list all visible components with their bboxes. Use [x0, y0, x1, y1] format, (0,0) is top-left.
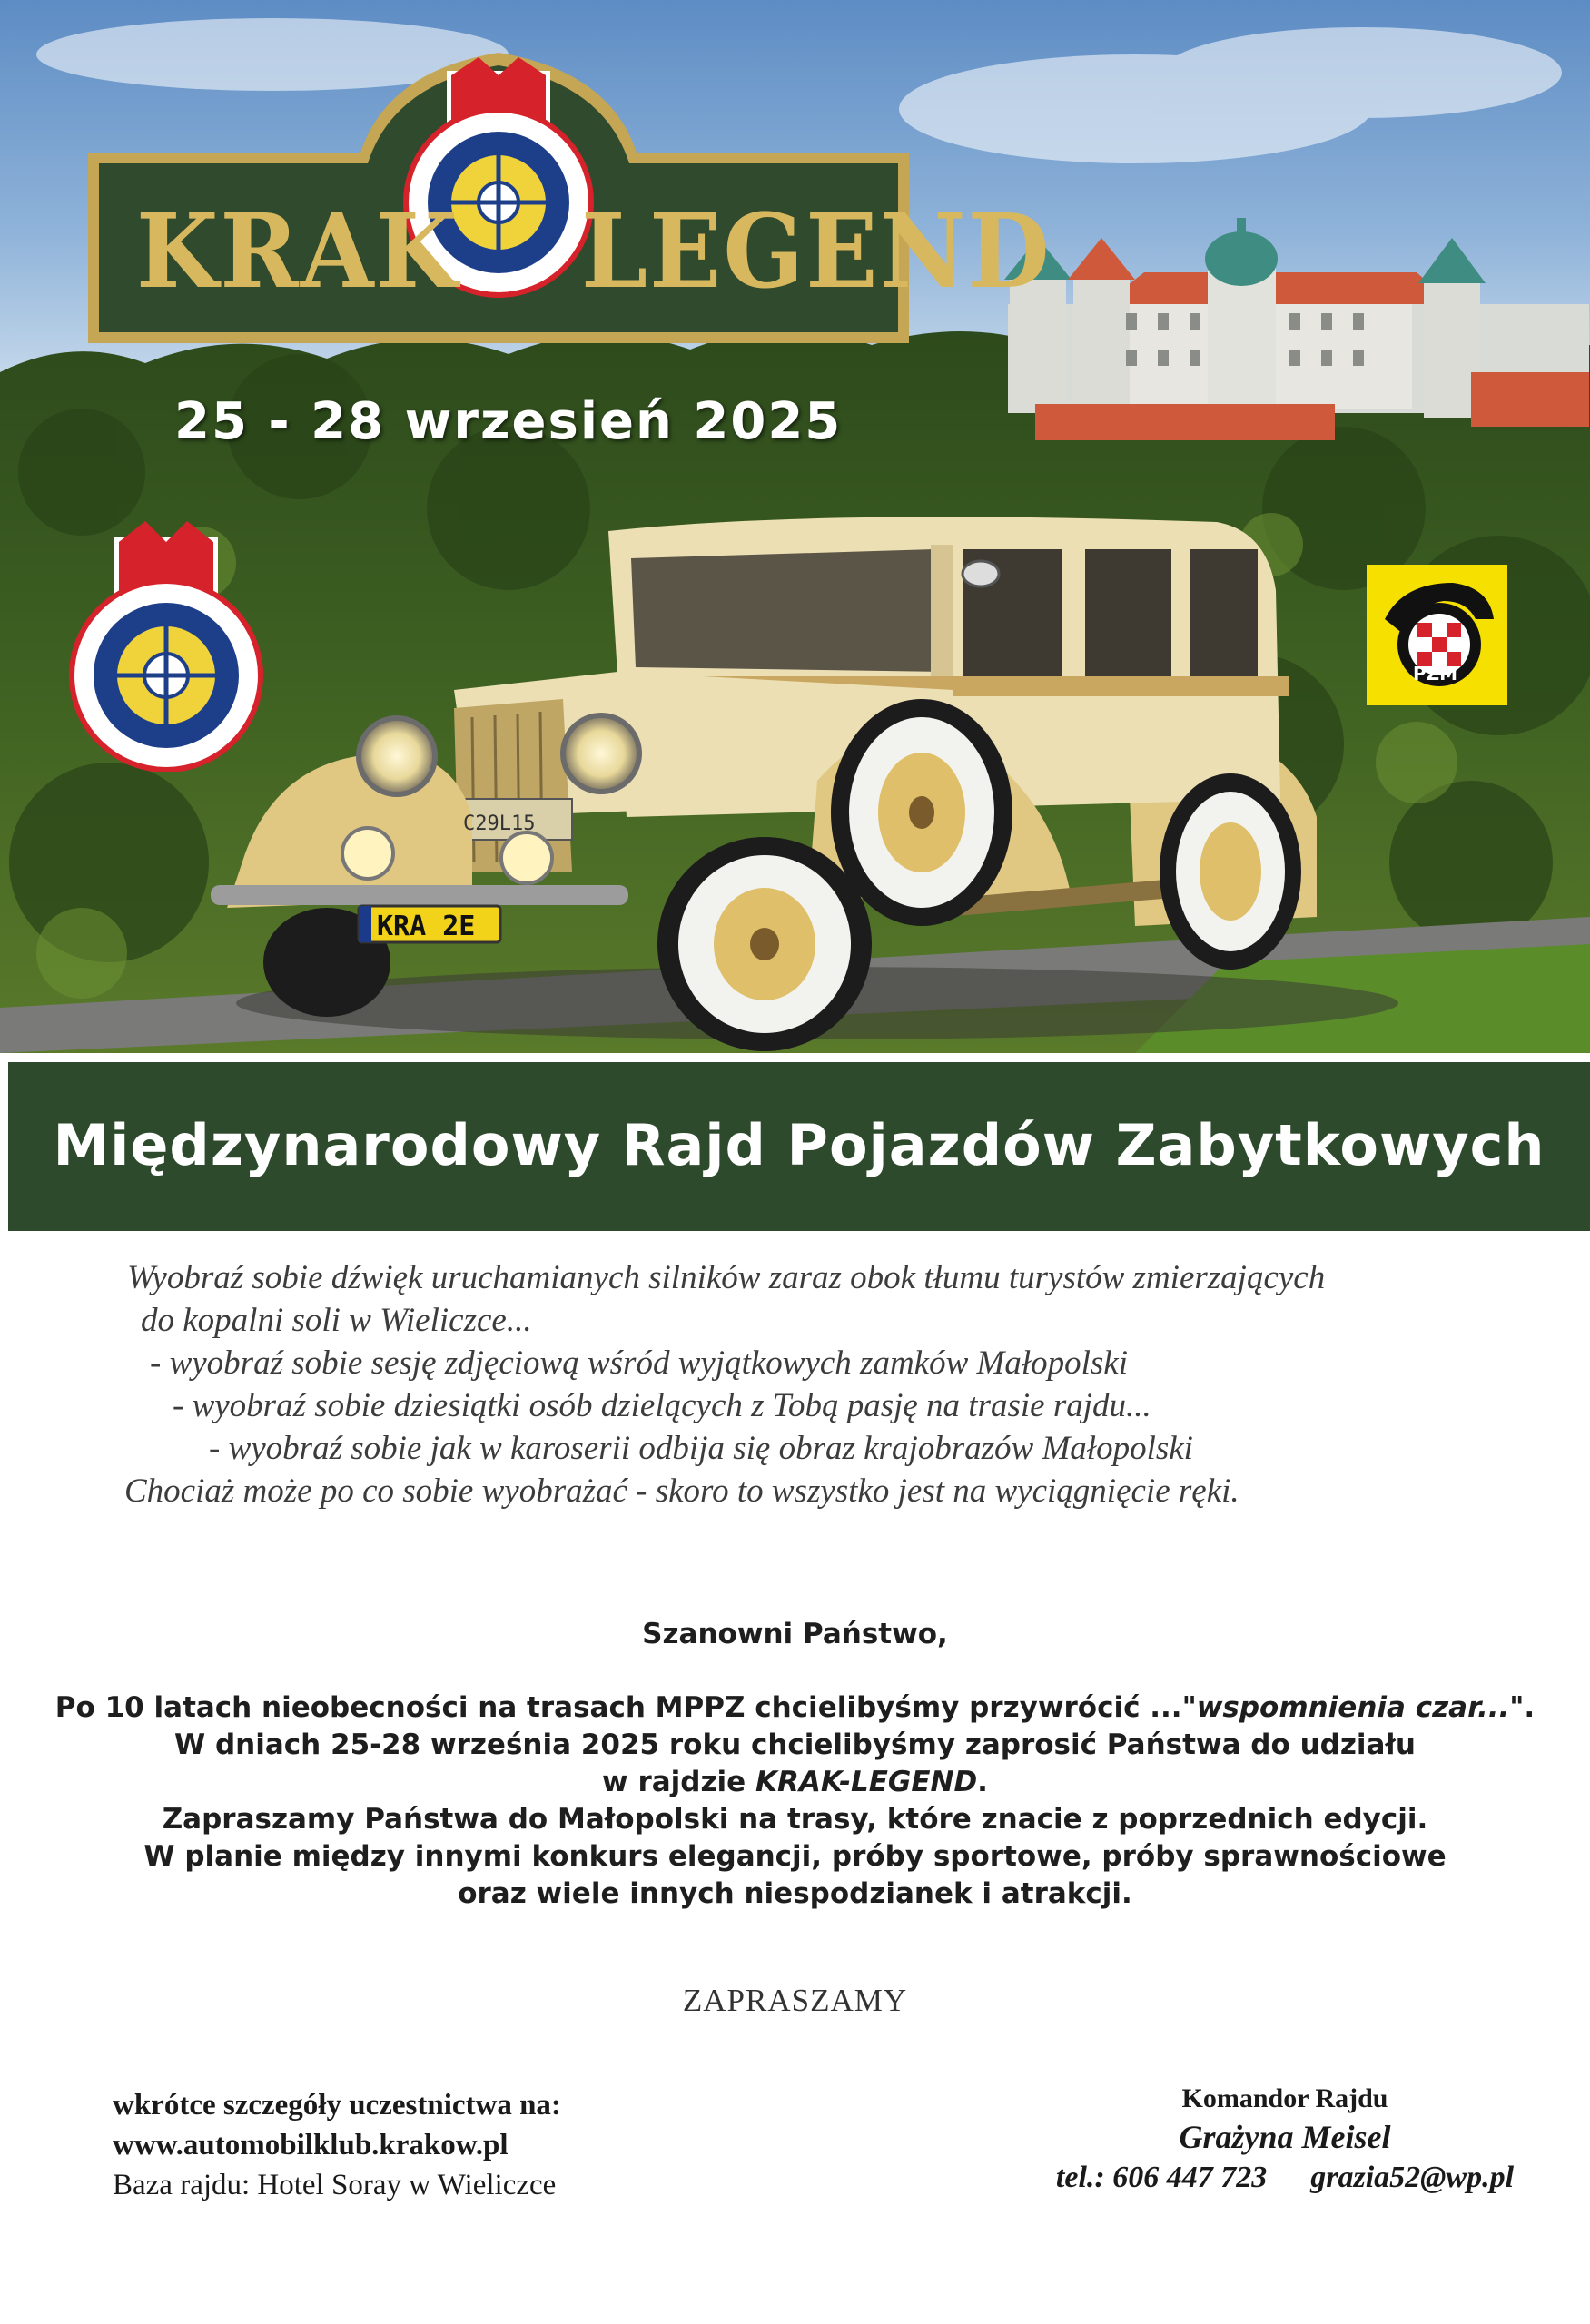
- commander-role: Komandor Rajdu: [1181, 2083, 1388, 2113]
- invite-line-1-a: Po 10 latach nieobecności na trasach MPPZ chcielibyśmy przywrócić ...": [54, 1691, 1197, 1724]
- invite-line-1-b: ".: [1509, 1691, 1536, 1724]
- closing-text: ZAPRASZAMY: [682, 1983, 908, 2018]
- email[interactable]: grazia52@wp.pl: [1310, 2161, 1515, 2194]
- phone[interactable]: tel.: 606 447 723: [1055, 2161, 1268, 2194]
- intro-line: Wyobraź sobie dźwięk uruchamianych silników zaraz obok tłumu turystów zmierzających: [127, 1259, 1326, 1296]
- intro-line: - wyobraź sobie dziesiątki osób dzielących z Tobą pasję na trasie rajdu...: [173, 1387, 1151, 1424]
- intro-line: - wyobraź sobie sesję zdjęciową wśród wyjątkowych zamków Małopolski: [150, 1344, 1129, 1382]
- greeting: Szanowni Państwo,: [642, 1618, 948, 1650]
- castle: [1004, 218, 1589, 440]
- invitation-text: [0, 1616, 1590, 1913]
- footer-details: [113, 2085, 561, 2205]
- website-link[interactable]: www.automobilklub.krakow.pl: [113, 2129, 509, 2162]
- invite-line-3-em: KRAK-LEGEND: [755, 1766, 978, 1798]
- hero-image: [0, 0, 1590, 1053]
- invite-line-6: oraz wiele innych niespodzianek i atrakcji.: [458, 1877, 1132, 1910]
- title-krak: KRAK: [136, 191, 459, 311]
- invite-line-3: [0, 1764, 1590, 1801]
- invite-line-3-a: w rajdzie: [602, 1766, 755, 1798]
- invite-line-1-em: wspomnienia czar...: [1196, 1691, 1510, 1724]
- invite-line-1: [0, 1689, 1590, 1727]
- rally-base: Baza rajdu: Hotel Soray w Wieliczce: [113, 2169, 557, 2201]
- pzm-label: PZM: [1413, 663, 1458, 684]
- intro-line: - wyobraź sobie jak w karoserii odbija się obraz krajobrazów Małopolski: [209, 1430, 1193, 1467]
- commander-name: Grażyna Meisel: [1179, 2119, 1391, 2155]
- intro-line: do kopalni soli w Wieliczce...: [141, 1302, 532, 1339]
- event-date: 25 - 28 wrzesień 2025: [174, 392, 843, 451]
- invite-line-5: W planie między innymi konkurs elegancji, próby sportowe, próby sprawnościowe: [143, 1840, 1447, 1873]
- invite-line-2: W dniach 25-28 września 2025 roku chcielibyśmy zaprosić Państwa do udziału: [173, 1728, 1416, 1761]
- title-band: [8, 1062, 1590, 1231]
- front-plate-text: KRA 2E: [377, 911, 476, 942]
- contact-line: [953, 2157, 1590, 2199]
- invite-line-4: Zapraszamy Państwa do Małopolski na trasy, które znacie z poprzednich edycji.: [162, 1803, 1428, 1836]
- invite-line-3-b: .: [977, 1766, 988, 1798]
- intro-line: Chociaż może po co sobie wyobrażać - skoro to wszystko jest na wyciągnięcie ręki.: [124, 1472, 1239, 1510]
- title-legend: LEGEND: [581, 191, 1052, 311]
- upper-plate-text: C29L15: [463, 812, 536, 835]
- footer-contact: [953, 2081, 1590, 2199]
- automobilklub-logo-icon: [69, 519, 263, 772]
- details-label: wkrótce szczegóły uczestnictwa na:: [113, 2089, 561, 2122]
- band-title: Międzynarodowy Rajd Pojazdów Zabytkowych: [53, 1112, 1546, 1178]
